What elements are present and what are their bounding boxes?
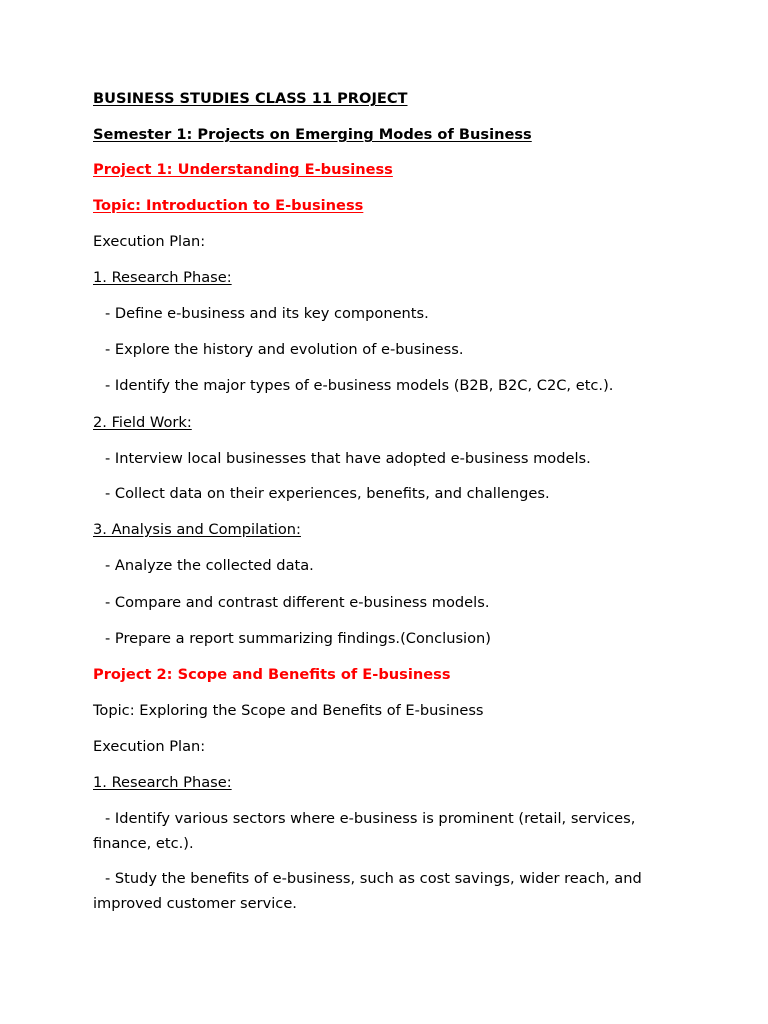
project2-execution-plan-label: Execution Plan:	[93, 738, 206, 755]
project1-execution-plan-label: Execution Plan:	[93, 233, 206, 250]
project2-topic: Topic: Exploring the Scope and Benefits of E-business	[93, 702, 484, 719]
document-title: BUSINESS STUDIES CLASS 11 PROJECT	[93, 90, 408, 107]
list-item: - Prepare a report summarizing findings.(Conclusion)	[105, 630, 491, 647]
project1-phase2-heading: 2. Field Work:	[93, 414, 192, 431]
list-item: - Identify the major types of e-business models (B2B, B2C, C2C, etc.).	[105, 377, 614, 394]
list-item: - Analyze the collected data.	[105, 557, 314, 574]
list-item: - Identify various sectors where e-business is prominent (retail, services, finance, etc.).	[93, 810, 636, 852]
project1-phase1-heading: 1. Research Phase:	[93, 269, 232, 286]
project1-phase3-heading: 3. Analysis and Compilation:	[93, 521, 301, 538]
project2-heading: Project 2: Scope and Benefits of E-business	[93, 666, 451, 683]
list-item: - Interview local businesses that have adopted e-business models.	[105, 450, 591, 467]
project2-phase1-heading: 1. Research Phase:	[93, 774, 232, 791]
list-item: - Define e-business and its key components.	[105, 305, 429, 322]
project1-topic: Topic: Introduction to E-business	[93, 197, 364, 214]
list-item: - Collect data on their experiences, benefits, and challenges.	[105, 485, 550, 502]
list-item: - Compare and contrast different e-business models.	[105, 594, 490, 611]
list-item: - Study the benefits of e-business, such as cost savings, wider reach, and improved customer service.	[93, 870, 642, 912]
list-item: - Explore the history and evolution of e-business.	[105, 341, 464, 358]
semester-heading: Semester 1: Projects on Emerging Modes of Business	[93, 126, 532, 143]
project1-heading: Project 1: Understanding E-business	[93, 161, 393, 178]
